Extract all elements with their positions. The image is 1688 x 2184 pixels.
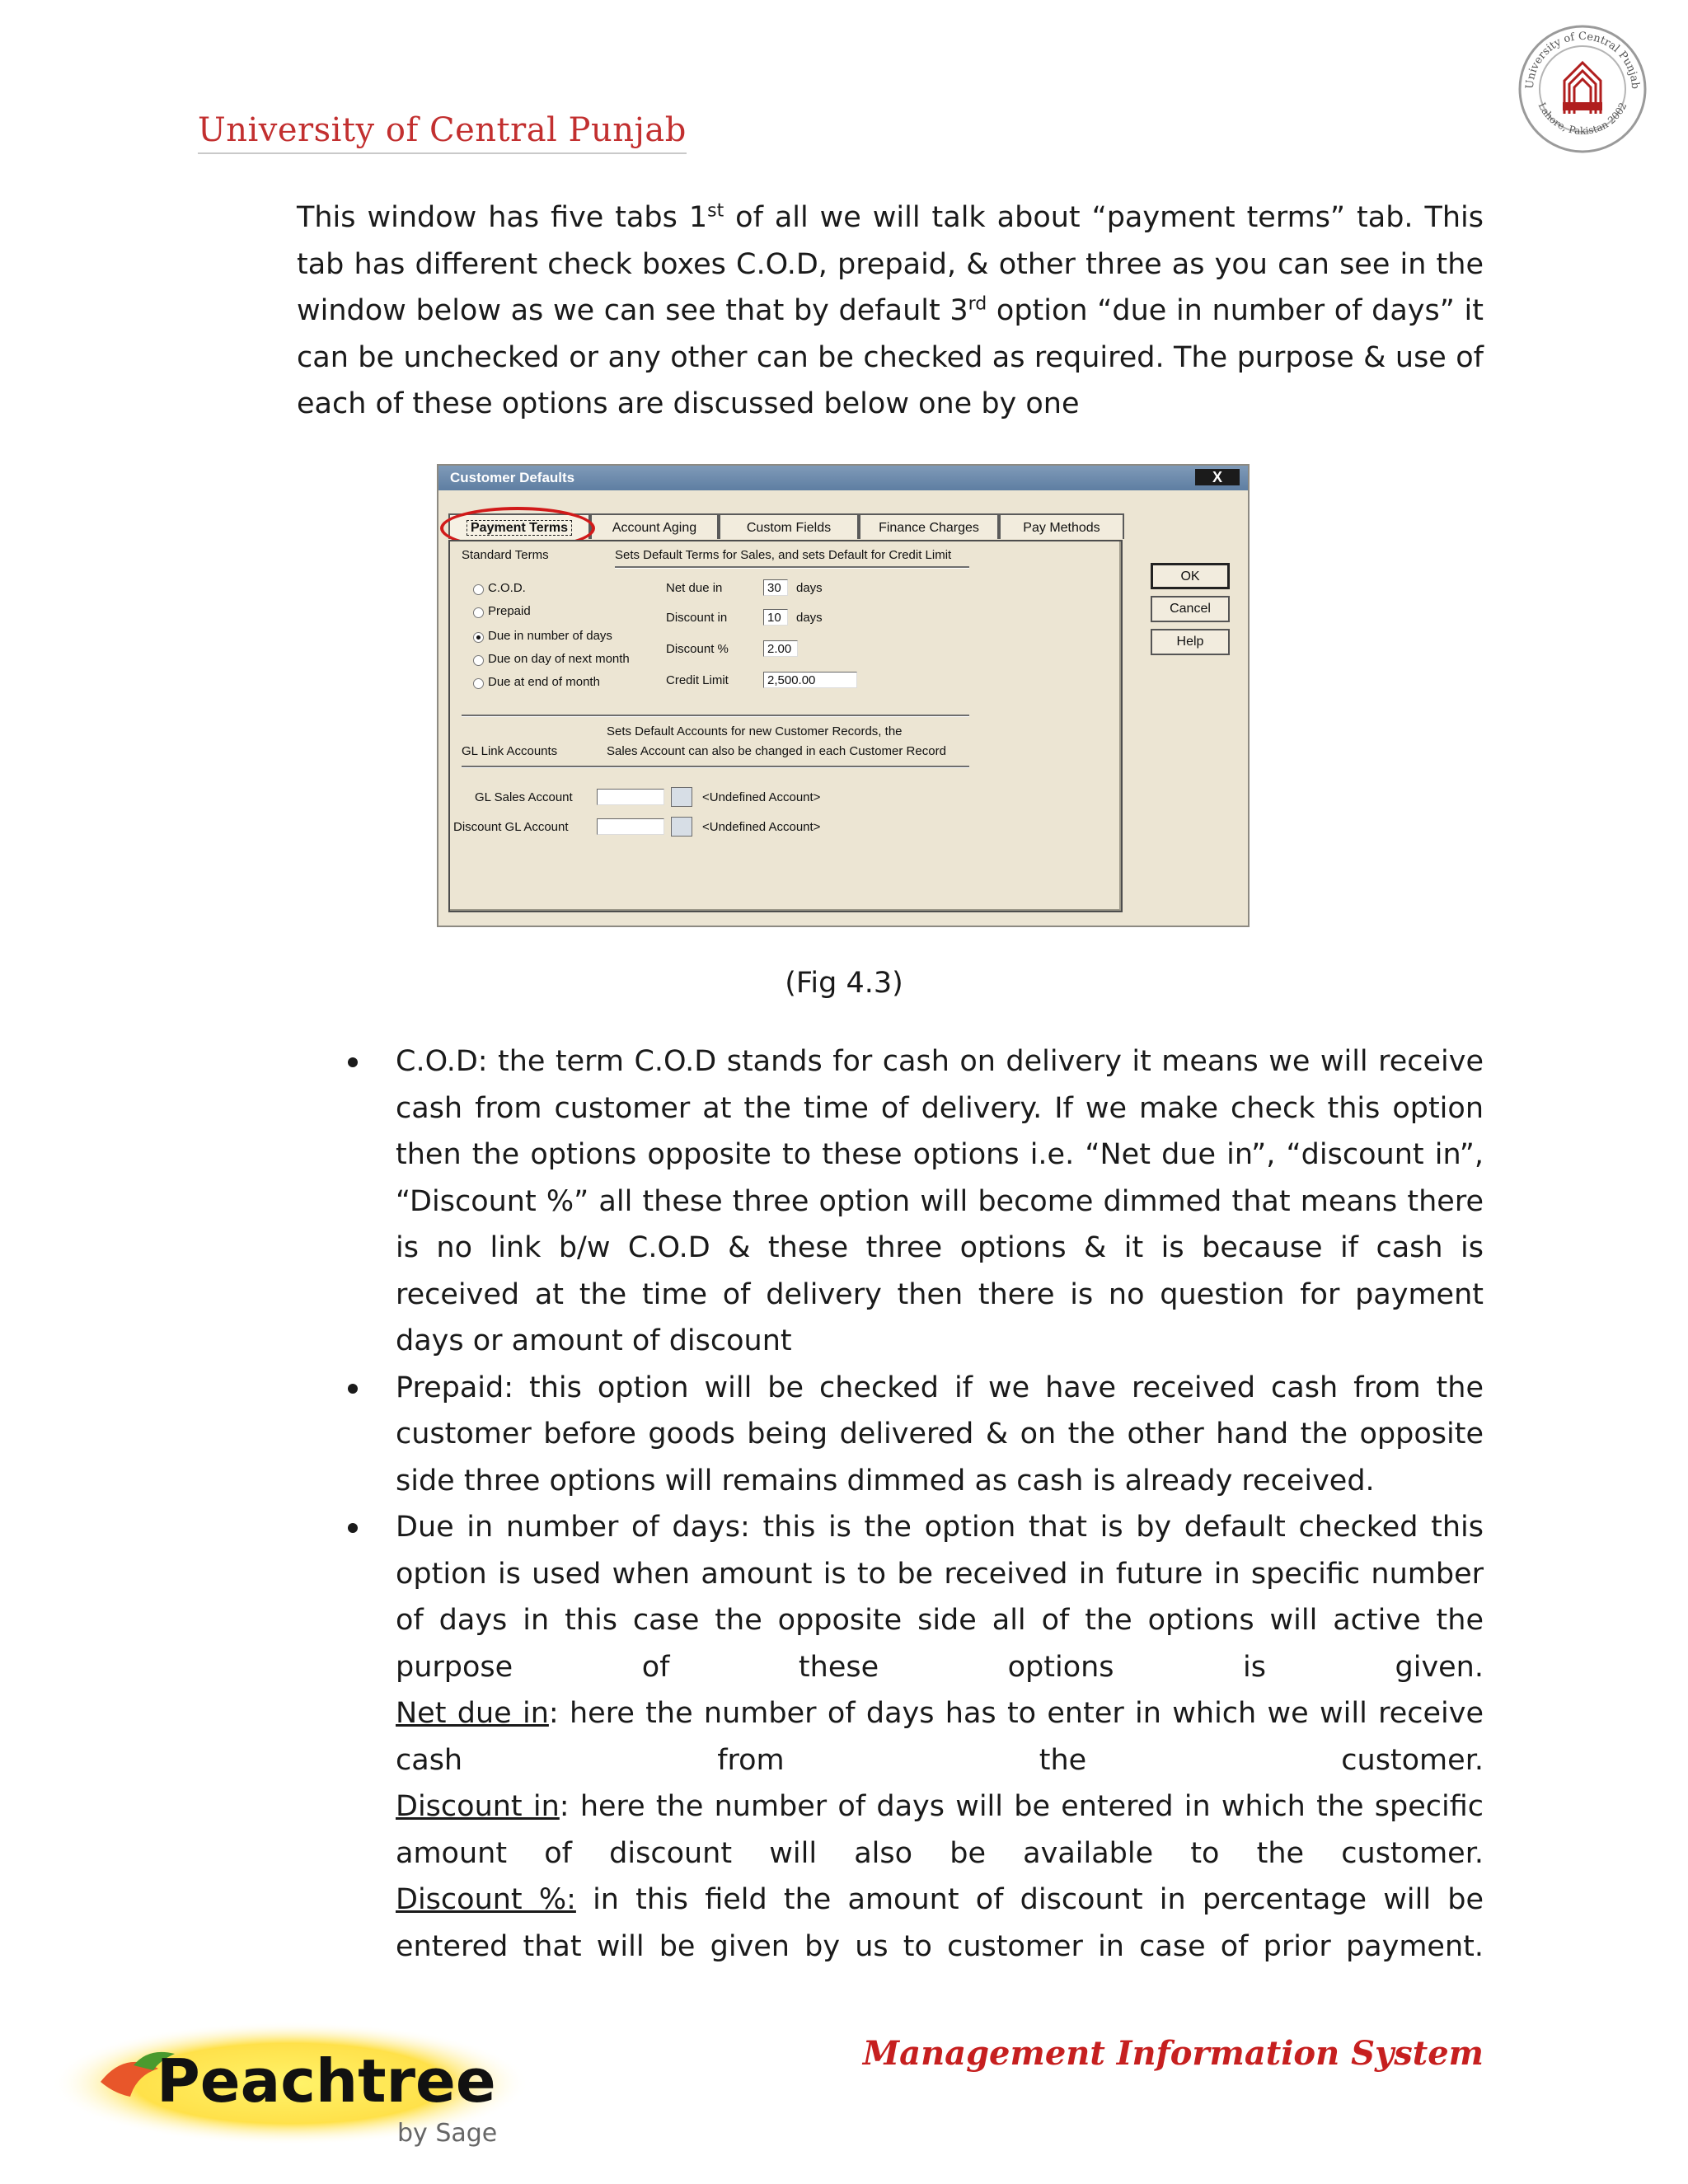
customer-defaults-dialog xyxy=(437,464,1250,927)
divider xyxy=(462,715,969,717)
university-seal-icon xyxy=(1517,23,1648,155)
intro-paragraph: This window has five tabs 1st of all we will talk about “payment terms” tab. This tab has different check boxes C.O.D, prepaid, & other three as you can see in the window below as we can see that by default 3rd option “due in number of days” it can be unchecked or any other can be checked as required. The purpose & use of each of these options are discussed below one by one xyxy=(297,200,1484,420)
gl-sales-label: GL Sales Account xyxy=(475,790,573,804)
gl-desc-line-1: Sets Default Accounts for new Customer Records, the xyxy=(607,724,903,738)
radio-next-month-label: Due on day of next month xyxy=(488,652,630,666)
discount-in-field[interactable]: 10 xyxy=(763,609,788,626)
net-due-field[interactable]: 30 xyxy=(763,579,788,596)
peachtree-logo-icon xyxy=(51,2018,529,2149)
gl-desc-line-2: Sales Account can also be changed in each Customer Record xyxy=(607,744,946,758)
svg-text:Lahore, Pakistan 2002: Lahore, Pakistan 2002 xyxy=(1536,101,1629,137)
discount-in-desc: Discount in: here the number of days will be entered in which the specific amount of discount will also be available to the customer. xyxy=(396,1790,1484,1870)
radio-end-month[interactable] xyxy=(473,678,484,689)
discount-pct-field[interactable]: 2.00 xyxy=(763,640,798,657)
list-item-due-days xyxy=(396,1504,1484,1970)
net-due-label: Net due in xyxy=(666,581,723,595)
ok-button[interactable]: OK xyxy=(1151,563,1230,589)
dialog-title-bar xyxy=(438,466,1248,490)
list-item-prepaid: Prepaid: this option will be checked if we have received cash from the customer before goods being delivered & on the other hand the opposite side three options will remains dimmed as cash is already received. xyxy=(396,1365,1484,1505)
discount-gl-field[interactable] xyxy=(597,818,664,835)
tab-custom-fields[interactable]: Custom Fields xyxy=(719,513,859,539)
radio-end-month-label: Due at end of month xyxy=(488,675,600,689)
cancel-button[interactable]: Cancel xyxy=(1151,596,1230,622)
search-icon[interactable] xyxy=(671,817,692,837)
discount-in-unit: days xyxy=(796,611,823,625)
svg-text:University of Central Punjab: University of Central Punjab xyxy=(1523,30,1642,90)
net-due-desc: Net due in: here the number of days has to enter in which we will receive cash from the customer. xyxy=(396,1697,1484,1777)
credit-limit-label: Credit Limit xyxy=(666,673,729,687)
due-days-text: Due in number of days: this is the option that is by default checked this option is used when amount is to be received in future in specific number of days in this case the opposite side all of the options will active the purpose of these options is given. xyxy=(396,1511,1484,1684)
gl-link-label: GL Link Accounts xyxy=(462,744,558,758)
radio-next-month[interactable] xyxy=(473,655,484,666)
discount-pct-term: Discount %: xyxy=(396,1883,576,1916)
radio-due-days-label: Due in number of days xyxy=(488,629,612,643)
search-icon[interactable] xyxy=(671,787,692,807)
discount-pct-label: Discount % xyxy=(666,642,729,656)
net-due-unit: days xyxy=(796,581,823,595)
radio-cod-label: C.O.D. xyxy=(488,581,526,595)
footer-title: Management Information System xyxy=(862,2034,1484,2073)
page-header xyxy=(198,111,1484,154)
tab-account-aging[interactable]: Account Aging xyxy=(590,513,719,539)
radio-cod[interactable] xyxy=(473,584,484,595)
help-button[interactable]: Help xyxy=(1151,629,1230,655)
credit-limit-field[interactable]: 2,500.00 xyxy=(763,672,857,688)
divider xyxy=(615,566,969,569)
gl-sales-field[interactable] xyxy=(597,789,664,805)
dialog-title: Customer Defaults xyxy=(450,470,575,485)
gl-sales-value: <Undefined Account> xyxy=(702,790,821,804)
tab-pay-methods[interactable]: Pay Methods xyxy=(999,513,1124,539)
radio-prepaid[interactable] xyxy=(473,607,484,618)
discount-gl-label: Discount GL Account xyxy=(453,820,569,834)
svg-text:by Sage: by Sage xyxy=(397,2119,498,2148)
payment-terms-panel xyxy=(448,540,1123,912)
radio-due-days[interactable] xyxy=(473,632,484,643)
discount-gl-value: <Undefined Account> xyxy=(702,820,821,834)
standard-terms-desc: Sets Default Terms for Sales, and sets Default for Credit Limit xyxy=(615,548,952,562)
net-due-term: Net due in xyxy=(396,1697,549,1730)
divider xyxy=(462,766,969,768)
list-item-cod: C.O.D: the term C.O.D stands for cash on delivery it means we will receive cash from customer at the time of delivery. If we make check this option then the options opposite to these options i.e. “Net due in”, “discount in”, “Discount %” all these three option will become dimmed that means there is no link b/w C.O.D & these three options & it is because if cash is received at the time of delivery then there is no question for payment days or amount of discount xyxy=(396,1038,1484,1365)
discount-pct-desc: Discount %: in this field the amount of discount in percentage will be entered that will be given by us to customer in case of prior payment. xyxy=(396,1883,1484,1963)
figure-caption: (Fig 4.3) xyxy=(785,967,903,1000)
discount-in-label: Discount in xyxy=(666,611,728,625)
discount-in-term: Discount in xyxy=(396,1790,560,1823)
standard-terms-label: Standard Terms xyxy=(462,548,549,562)
options-list xyxy=(396,1038,1484,1970)
university-title: University of Central Punjab xyxy=(198,111,687,154)
tab-payment-terms[interactable]: Payment Terms xyxy=(448,513,590,539)
radio-prepaid-label: Prepaid xyxy=(488,604,531,618)
svg-text:Peachtree: Peachtree xyxy=(157,2046,496,2116)
close-icon[interactable]: X xyxy=(1195,469,1240,485)
tab-finance-charges[interactable]: Finance Charges xyxy=(859,513,999,539)
